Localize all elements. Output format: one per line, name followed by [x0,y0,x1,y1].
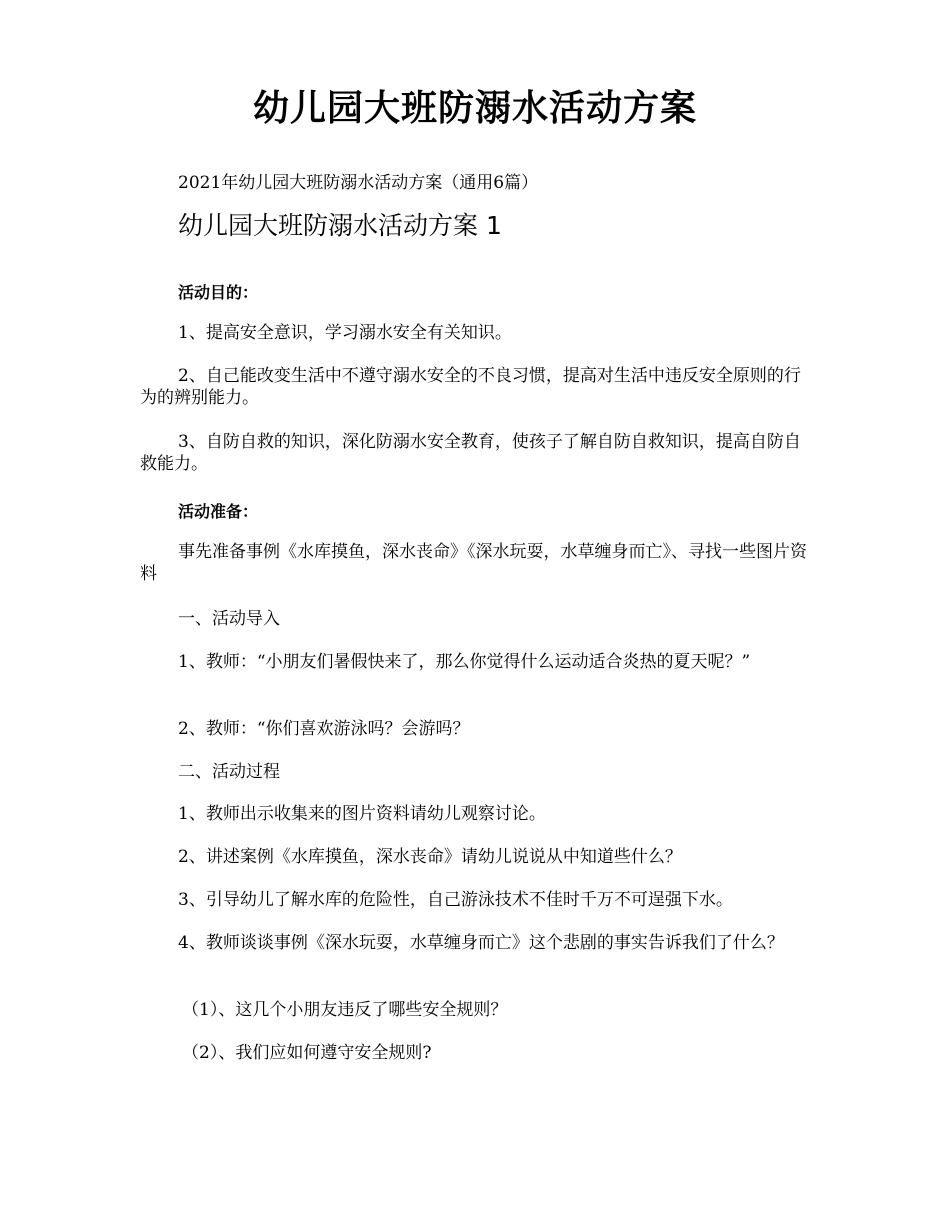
intro-item-1: 1、教师：“小朋友们暑假快来了，那么你觉得什么运动适合炎热的夏天呢？” [178,652,751,672]
process-item-3: 3、引导幼儿了解水库的危险性，自己游泳技术不佳时千万不可逞强下水。 [178,890,733,910]
document-title: 幼儿园大班防溺水活动方案 [252,88,697,129]
part1-heading: 一、活动导入 [178,609,280,629]
process-item-2: 2、讲述案例《水库摸鱼，深水丧命》请幼儿说说从中知道些什么？ [178,847,682,867]
goal-item-2: 2、自己能改变生活中不遵守溺水安全的不良习惯，提高对生活中违反安全原则的行为的辨别能力。 [140,366,801,408]
section-title: 幼儿园大班防溺水活动方案 1 [178,211,502,240]
prep-heading: 活动准备： [178,502,259,521]
process-item-4: 4、教师谈谈事例《深水玩耍，水草缠身而亡》这个悲剧的事实告诉我们了什么？ [178,933,784,953]
goal-item-3: 3、自防自救的知识，深化防溺水安全教育，使孩子了解自防自救知识，提高自防自救能力。 [140,432,801,474]
prep-text: 事先准备事例《水库摸鱼，深水丧命》《深水玩耍，水草缠身而亡》、寻找一些图片资料 [140,542,807,584]
intro-item-2: 2、教师：“你们喜欢游泳吗？会游吗？ [178,719,470,739]
intro-line: 2021年幼儿园大班防溺水活动方案（通用6篇） [178,173,539,193]
goal-item-1: 1、提高安全意识，学习溺水安全有关知识。 [178,323,512,343]
part2-heading: 二、活动过程 [178,762,280,782]
process-item-1: 1、教师出示收集来的图片资料请幼儿观察讨论。 [178,804,546,824]
goal-heading: 活动目的： [178,283,259,302]
question-2: （2）、我们应如何遵守安全规则? [182,1043,432,1063]
question-1: （1）、这几个小朋友违反了哪些安全规则？ [182,1000,508,1020]
